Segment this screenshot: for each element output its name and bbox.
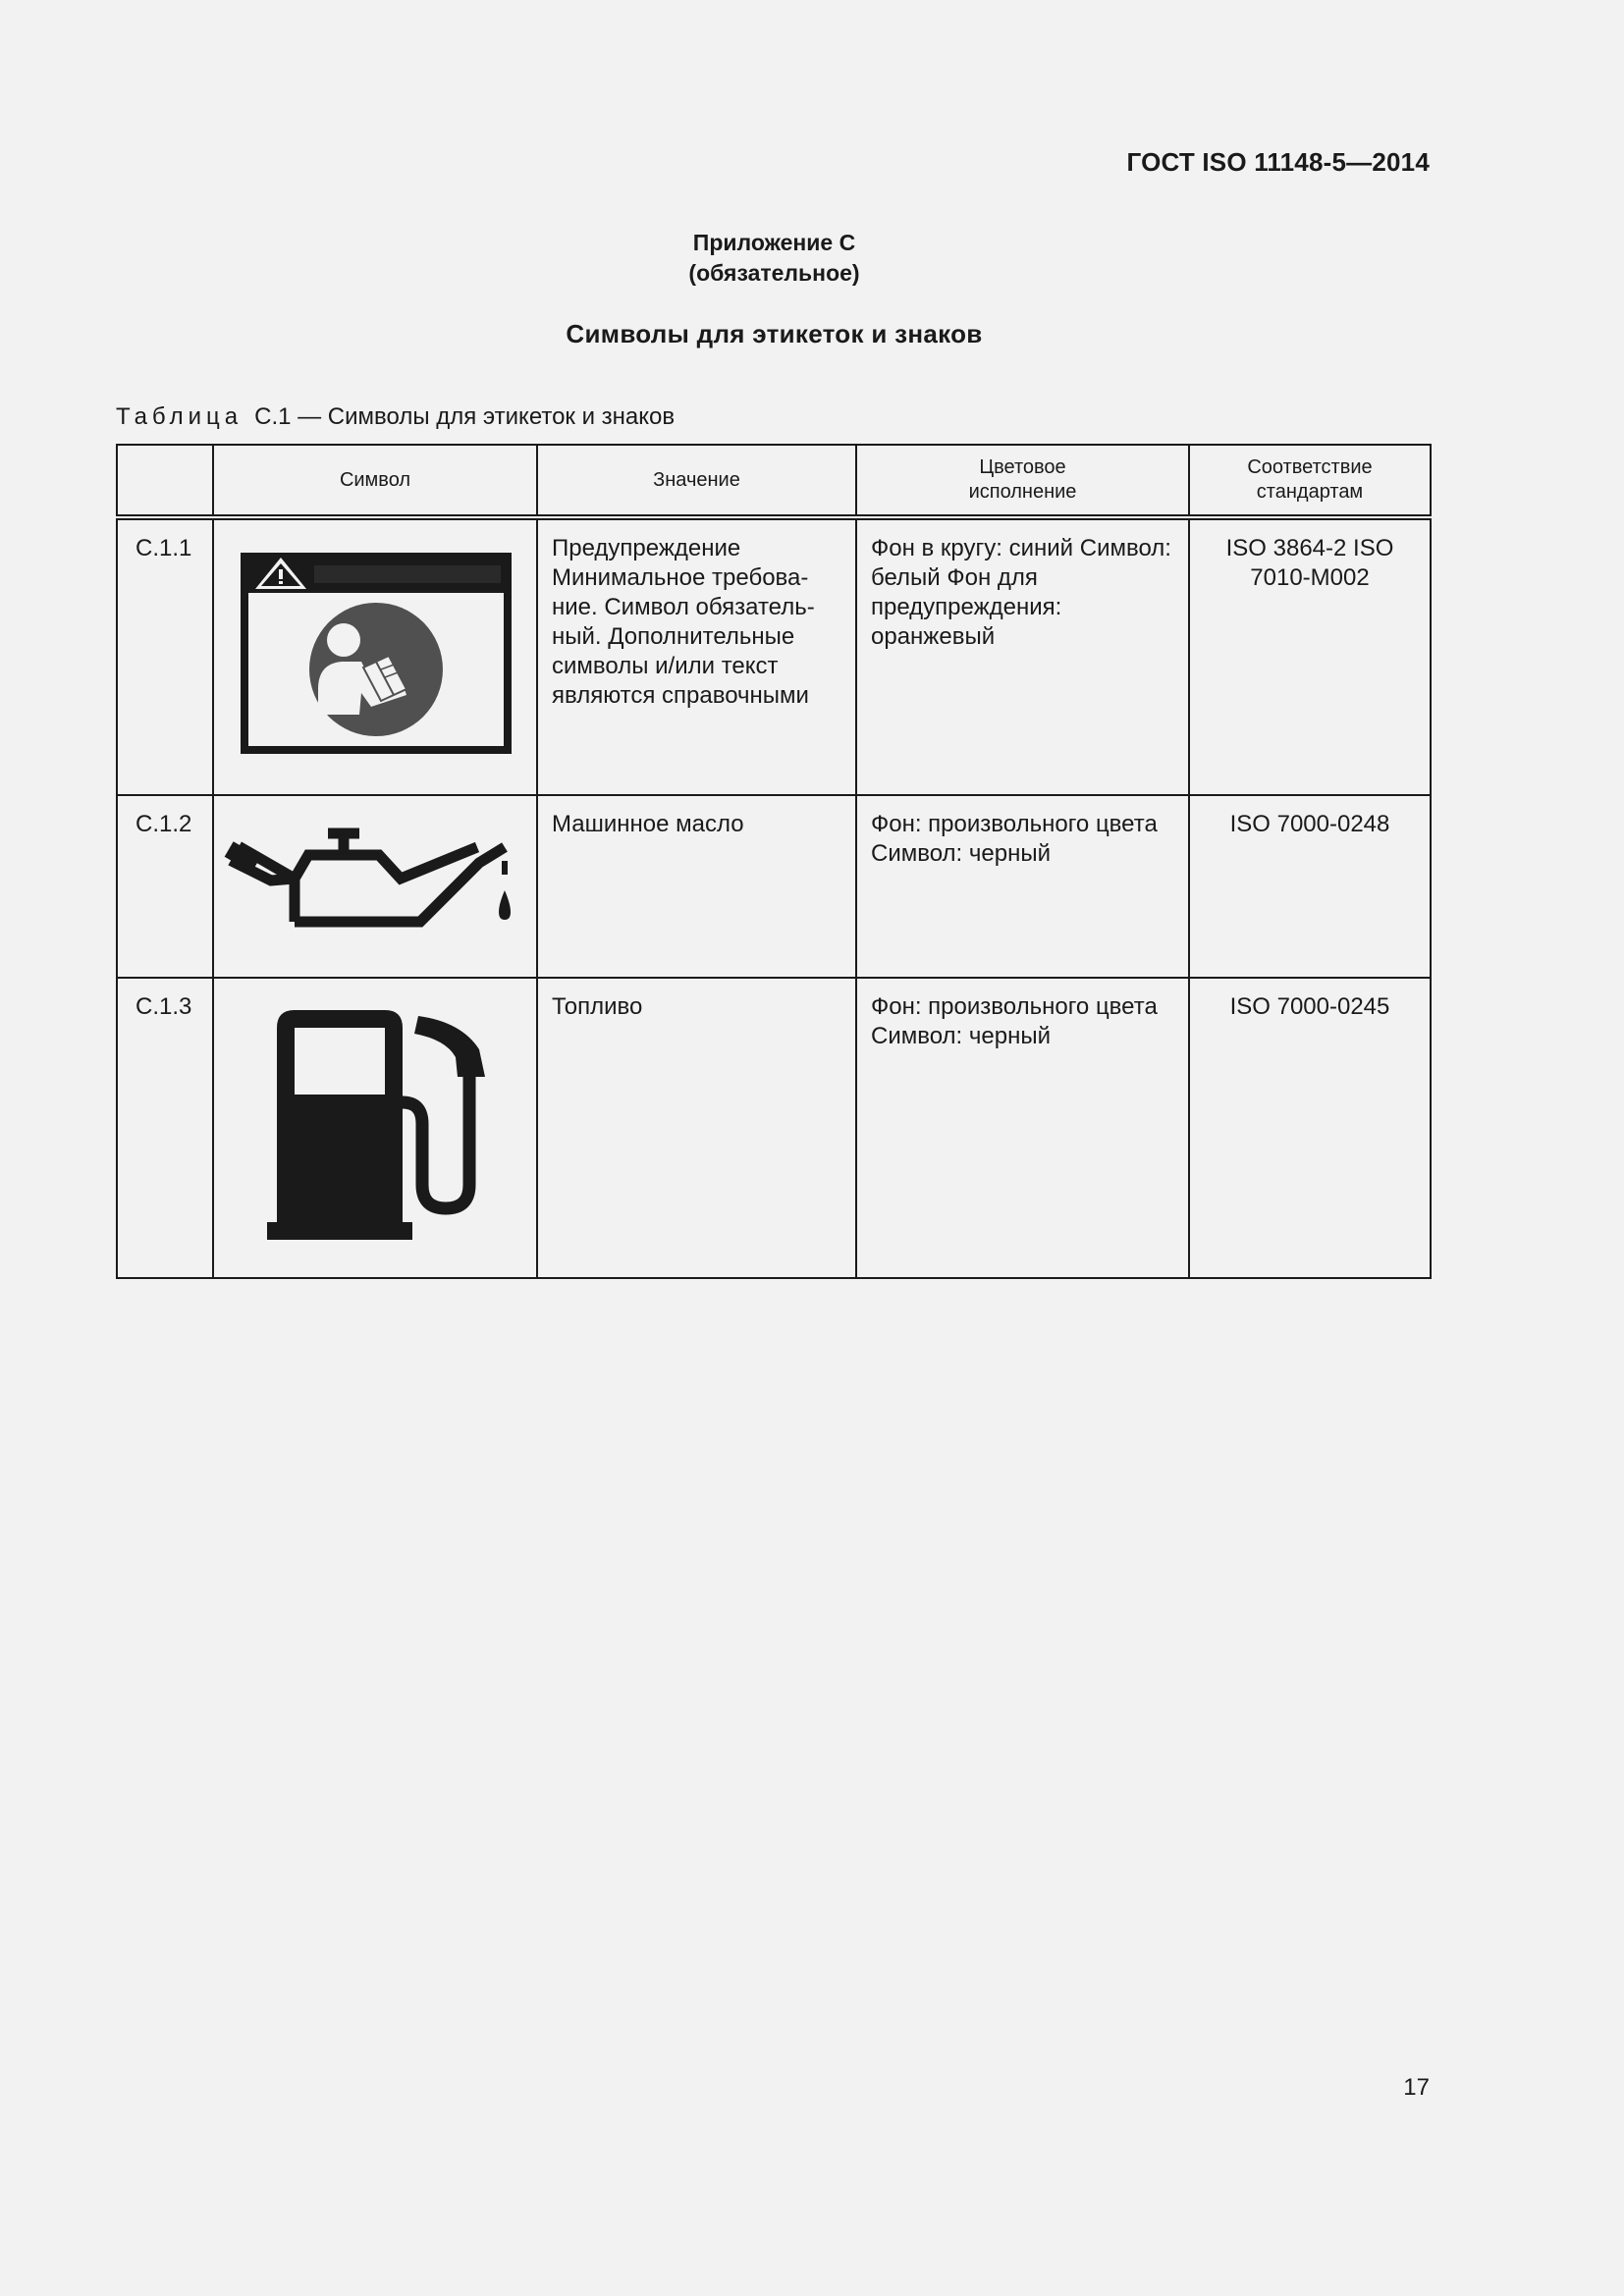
column-header-meaning: Значение <box>537 445 856 517</box>
fuel-pump-icon <box>214 979 538 1263</box>
table-header-row <box>117 445 1431 517</box>
table-row <box>117 795 1431 978</box>
symbol-cell <box>213 978 537 1278</box>
symbol-cell <box>213 795 537 978</box>
meaning-cell: Машинное масло <box>537 795 856 978</box>
color-cell: Фон: произвольного цвета Символ: черный <box>856 978 1189 1278</box>
symbol-cell <box>213 517 537 795</box>
meaning-cell: Предупреждение Минимальное требова-ние. Символ обязатель-ный. Дополнительные символы и/или текст являются справочными <box>537 517 856 795</box>
color-cell: Фон: произвольного цвета Символ: черный <box>856 795 1189 978</box>
table-row <box>117 517 1431 795</box>
column-header-symbol: Символ <box>213 445 537 517</box>
standards-cell: ISO 3864-2 ISO 7010-M002 <box>1189 517 1431 795</box>
row-id: С.1.1 <box>117 517 213 795</box>
table-caption-label: Таблица <box>116 403 244 430</box>
page-number: 17 <box>1403 2074 1430 2101</box>
symbols-table <box>116 444 1432 1279</box>
standards-cell: ISO 7000-0245 <box>1189 978 1431 1278</box>
annex-heading <box>0 228 1548 289</box>
document-code: ГОСТ ISO 11148-5—2014 <box>1126 147 1430 177</box>
oil-can-icon <box>214 796 538 963</box>
column-header-color: Цветовое исполнение <box>856 445 1189 517</box>
column-header-standards: Соответствие стандартам <box>1189 445 1431 517</box>
color-cell: Фон в кругу: синий Символ: белый Фон для предупреждения: оранжевый <box>856 517 1189 795</box>
meaning-cell: Топливо <box>537 978 856 1278</box>
section-title: Символы для этикеток и знаков <box>566 319 983 348</box>
row-id: С.1.3 <box>117 978 213 1278</box>
read-manual-warning-label-icon <box>214 520 538 780</box>
annex-title: Приложение С <box>692 230 856 255</box>
table-row <box>117 978 1431 1278</box>
table-caption-text: С.1 — Символы для этикеток и знаков <box>254 403 676 430</box>
annex-status: (обязательное) <box>688 260 860 286</box>
standards-cell: ISO 7000-0248 <box>1189 795 1431 978</box>
row-id: С.1.2 <box>117 795 213 978</box>
table-caption <box>116 403 675 431</box>
column-header-id <box>117 445 213 517</box>
